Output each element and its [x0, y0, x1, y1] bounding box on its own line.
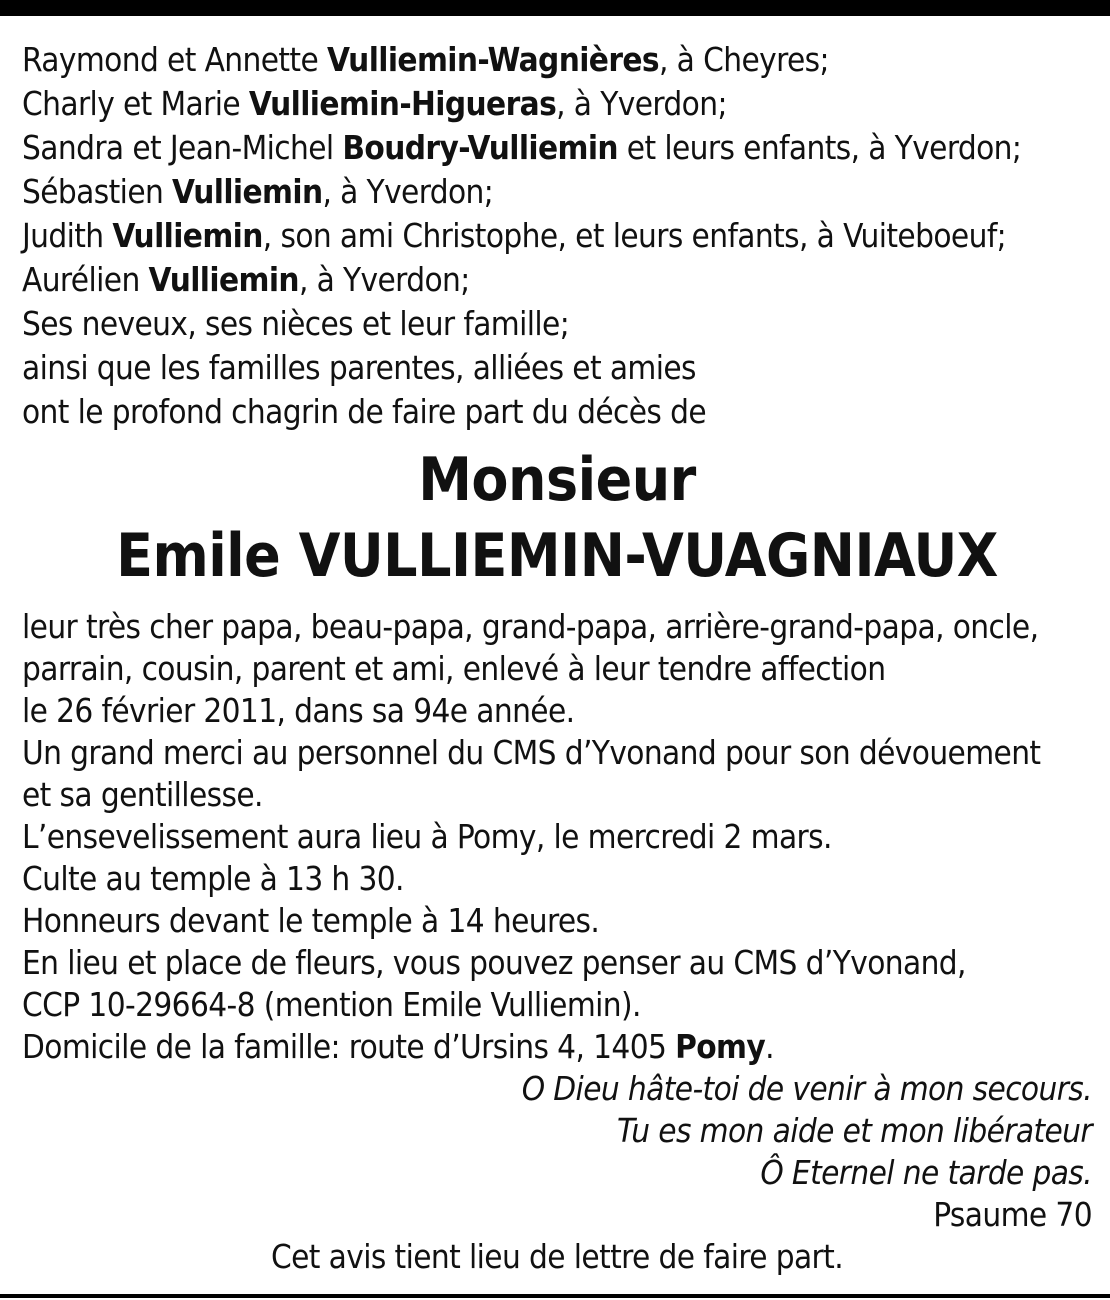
family-line-3: [22, 126, 1092, 170]
body-line-4: Un grand merci au personnel du CMS d’Yvonand pour son dévouement: [22, 733, 1041, 772]
family-line-6: [22, 258, 1092, 302]
bottom-border-rule: [0, 1294, 1110, 1298]
intro-line-2: ainsi que les familles parentes, alliées et amies: [22, 348, 696, 387]
intro-line-3: ont le profond chagrin de faire part du décès de: [22, 392, 707, 431]
deceased-name: Emile VULLIEMIN-VUAGNIAUX: [116, 521, 998, 591]
domicile-end: .: [765, 1027, 774, 1066]
family-line-4: [22, 170, 1092, 214]
family-names: Sandra et Jean-Michel: [22, 128, 343, 167]
family-names: Charly et Marie: [22, 84, 249, 123]
verse-line-3: Ô Eternel ne tarde pas.: [760, 1153, 1092, 1192]
family-names: Raymond et Annette: [22, 40, 327, 79]
body-line-2: parrain, cousin, parent et ami, enlevé à leur tendre affection: [22, 649, 886, 688]
body-line-6: L’ensevelissement aura lieu à Pomy, le mercredi 2 mars.: [22, 817, 832, 856]
family-names: Aurélien: [22, 260, 149, 299]
intro-line-1: Ses neveux, ses nièces et leur famille;: [22, 304, 570, 343]
verse-source: Psaume 70: [933, 1195, 1092, 1234]
family-place: , à Yverdon;: [556, 84, 727, 123]
body-line-8: Honneurs devant le temple à 14 heures.: [22, 901, 600, 940]
family-surname: Vulliemin: [112, 216, 263, 255]
family-surname: Vulliemin-Wagnières: [326, 40, 660, 79]
body-line-9: En lieu et place de fleurs, vous pouvez penser au CMS d’Yvonand,: [22, 943, 966, 982]
family-line-2: [22, 82, 1092, 126]
domicile-line: [22, 1026, 1092, 1068]
body-line-10: CCP 10-29664-8 (mention Emile Vulliemin).: [22, 985, 641, 1024]
body-line-1: leur très cher papa, beau-papa, grand-papa, arrière-grand-papa, oncle,: [22, 607, 1039, 646]
domicile-town: Pomy: [675, 1027, 766, 1066]
body-line-3: le 26 février 2011, dans sa 94e année.: [22, 691, 575, 730]
domicile-address: Domicile de la famille: route d’Ursins 4, 1405: [22, 1027, 676, 1066]
top-border-rule: [0, 0, 1110, 16]
verse-line-2: Tu es mon aide et mon libérateur: [617, 1111, 1092, 1150]
verse-line-1: O Dieu hâte-toi de venir à mon secours.: [521, 1069, 1092, 1108]
family-surname: Boudry-Vulliemin: [342, 128, 618, 167]
closing-note: Cet avis tient lieu de lettre de faire part.: [270, 1237, 844, 1276]
body-line-7: Culte au temple à 13 h 30.: [22, 859, 404, 898]
family-place: , à Yverdon;: [298, 260, 470, 299]
family-place: , son ami Christophe, et leurs enfants, à Vuiteboeuf;: [262, 216, 1007, 255]
family-place: et leurs enfants, à Yverdon;: [617, 128, 1022, 167]
family-names: Judith: [22, 216, 113, 255]
death-notice: [22, 38, 1092, 1278]
body-line-5: et sa gentillesse.: [22, 775, 263, 814]
deceased-title: Monsieur: [418, 445, 696, 515]
family-surname: Vulliemin-Higueras: [248, 84, 557, 123]
family-place: , à Cheyres;: [659, 40, 829, 79]
family-names: Sébastien: [22, 172, 173, 211]
family-line-1: [22, 38, 1092, 82]
family-surname: Vulliemin: [172, 172, 323, 211]
family-line-5: [22, 214, 1092, 258]
family-surname: Vulliemin: [148, 260, 299, 299]
family-place: , à Yverdon;: [322, 172, 494, 211]
